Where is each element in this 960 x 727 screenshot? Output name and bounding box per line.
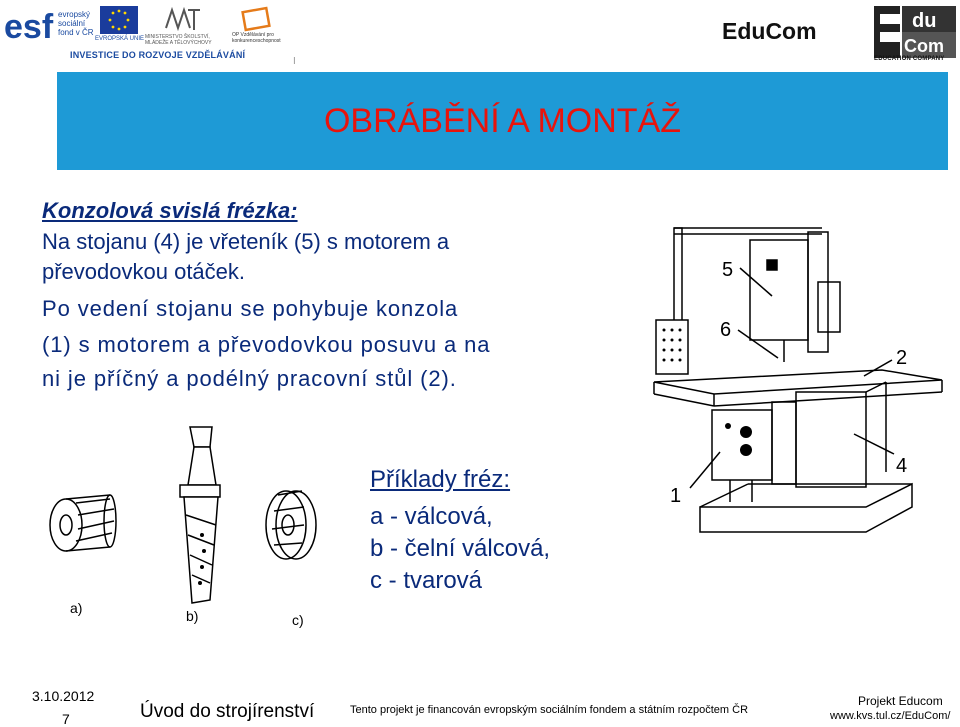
investice-caption: INVESTICE DO ROZVOJE VZDĚLÁVÁNÍ [70, 50, 246, 60]
esf-caption [58, 10, 94, 37]
footer-project-name: Projekt Educom [858, 694, 943, 708]
svg-text:du: du [912, 10, 937, 32]
op-caption: OP Vzdělávání pro konkurenceschopnost [232, 32, 281, 44]
body-line-2: převodovkou otáček. [42, 259, 246, 284]
machine-label-2: 2 [896, 347, 908, 369]
footer-date: 3.10.2012 [32, 688, 95, 704]
footer-course-name: Úvod do strojírenství [140, 701, 315, 722]
title-banner [57, 72, 948, 170]
educom-logo-caption: EDUCATION COMPANY [874, 56, 945, 62]
msmt-caption: MINISTERSTVO ŠKOLSTVÍ, MLÁDEŽE A TĚLOVÝCHOVY [145, 34, 212, 46]
milling-cutters-illustration [40, 425, 340, 635]
esf-logo-icon [4, 4, 64, 46]
educom-logo-icon [872, 2, 958, 64]
footer-page-number: 7 [62, 711, 70, 727]
op-logo-icon [240, 6, 274, 32]
slide-title: OBRÁBĚNÍ A MONTÁŽ [323, 102, 682, 140]
eu-flag-icon [100, 6, 138, 34]
msmt-logo-icon [160, 4, 208, 34]
body-line-1: Na stojanu (4) je vřeteník (5) s motorem a [42, 229, 450, 254]
example-line-a: a - válcová, [370, 503, 493, 530]
milling-machine-illustration [652, 222, 952, 542]
educom-title: EduCom [722, 18, 817, 44]
machine-label-1: 1 [670, 485, 682, 507]
example-line-b: b - čelní válcová, [370, 535, 551, 562]
cutter-label-a: a) [70, 600, 83, 616]
body-line-3: Po vedení stojanu se pohybuje konzola [42, 296, 459, 321]
body-line-4: (1) s motorem a převodovkou posuvu a na [42, 332, 491, 357]
esf-line-2: sociální [58, 19, 86, 28]
machine-label-4: 4 [896, 455, 908, 477]
header-logos [0, 0, 290, 68]
machine-label-5: 5 [722, 259, 734, 281]
footer-url-link[interactable]: www.kvs.tul.cz/EduCom/ [830, 710, 951, 722]
body-line-5: ni je příčný a podélný pracovní stůl (2). [42, 366, 457, 391]
svg-text:Com: Com [904, 36, 944, 56]
eu-caption: EVROPSKÁ UNIE [95, 36, 145, 42]
svg-text:esf: esf [4, 8, 54, 46]
examples-heading: Příklady fréz: [370, 466, 511, 493]
esf-line-1: evropský [58, 10, 91, 19]
machine-label-6: 6 [720, 319, 732, 341]
section-heading: Konzolová svislá frézka: [42, 198, 298, 223]
esf-line-3: fond v ČR [58, 28, 94, 37]
cutter-label-c: c) [292, 612, 304, 628]
cutter-label-b: b) [186, 608, 199, 624]
example-line-c: c - tvarová [370, 567, 483, 594]
footer-funding-note: Tento projekt je financován evropským sociálním fondem a státním rozpočtem ČR [350, 704, 749, 716]
text-cursor-icon: I [293, 56, 296, 67]
